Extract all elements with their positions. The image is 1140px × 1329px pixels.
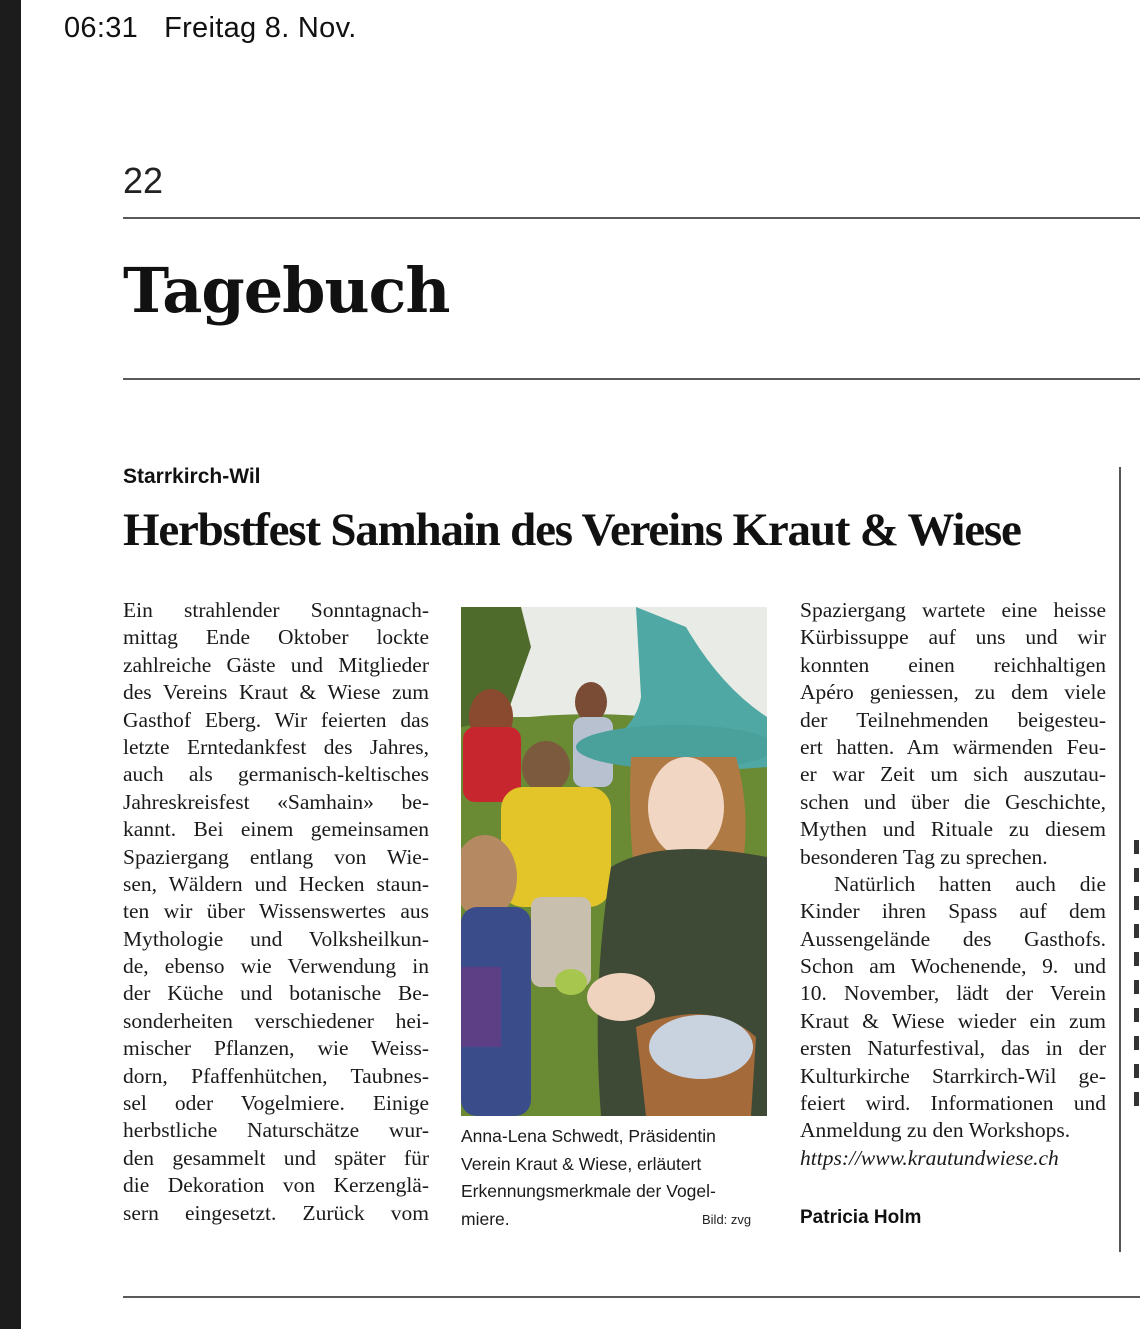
caption-line: Anna-Lena Schwedt, Präsidentin [461,1126,716,1146]
text-line: Spaziergang wartete eine heisse [800,598,1106,622]
text-line: des Vereins Kraut & Wiese zum [123,680,429,705]
text-line: feiert wird. Informationen und [800,1091,1106,1116]
page-number: 22 [123,160,164,201]
text-line: ersten Naturfestival, das in der [800,1036,1106,1061]
text-line: Kulturkirche Starrkirch-Wil ge- [800,1063,1106,1088]
text-line: auch als germanisch-keltisches [123,762,429,787]
text-line: Kraut & Wiese wieder ein zum [800,1008,1106,1033]
section-title: Tagebuch [123,254,450,327]
text-line: ert hatten. Am wärmenden Feu- [800,734,1106,759]
status-time: 06:31 [64,12,139,44]
bottom-divider [123,1296,1140,1298]
text-line: die Dekoration von Kerzenglä- [123,1173,429,1198]
left-window-edge [0,0,21,1329]
text-line: Apéro geniessen, zu dem viele [800,680,1106,705]
article-column-3 [800,597,1106,1172]
text-line: besonderen Tag zu sprechen. [800,844,1048,869]
text-line: letzte Erntedankfest des Jahres, [123,734,429,759]
text-line: sonderheiten verschiedener hei- [123,1008,429,1033]
text-line: zahlreiche Gäste und Mitglieder [123,652,429,677]
top-divider [123,217,1140,219]
section-divider [123,378,1140,380]
text-line: den gesammelt und später für [123,1145,429,1170]
text-line: Aussengelände des Gasthofs. [800,926,1106,951]
text-line: konnten einen reichhaltigen [800,652,1106,677]
caption-line: miere. [461,1208,510,1229]
article-headline: Herbstfest Samhain des Vereins Kraut & Wiese [123,504,1021,556]
article-kicker: Starrkirch-Wil [123,465,261,488]
text-line: Jahreskreisfest «Samhain» be- [123,789,429,814]
caption-line: Erkennungsmerkmale der Vogel- [461,1181,716,1202]
text-line: schen und über die Geschichte, [800,789,1106,814]
article-column-1 [123,597,429,1227]
text-line: Kinder ihren Spass auf dem [800,899,1106,924]
article-author: Patricia Holm [800,1207,922,1228]
text-line: 10. November, lädt der Verein [800,981,1106,1006]
text-line: Gasthof Eberg. Wir feierten das [123,707,429,732]
text-line: der Küche und botanische Be- [123,981,429,1006]
adjacent-article-edge [1134,840,1140,1120]
text-line: sel oder Vogelmiere. Einige [123,1091,429,1116]
text-line: Mythologie und Volksheilkun- [123,926,429,951]
article-photo [461,607,767,1116]
text-line: ten wir über Wissenswertes aus [123,899,429,924]
text-line: Ein strahlender Sonntagnach- [123,598,429,622]
text-line: dorn, Pfaffenhütchen, Taubnes- [123,1063,429,1088]
status-date: Freitag 8. Nov. [164,12,357,44]
text-line: Natürlich hatten auch die [834,871,1106,896]
text-line: de, ebenso wie Verwendung in [123,954,429,979]
caption-line: Verein Kraut & Wiese, erläutert [461,1153,702,1174]
text-line: sen, Wäldern und Hecken staun- [123,871,429,896]
text-line: mittag Ende Oktober lockte [123,625,429,650]
text-line: er war Zeit um sich auszutau- [800,762,1106,787]
text-line: Kürbissuppe auf uns und wir [800,625,1106,650]
text-line: kannt. Bei einem gemeinsamen [123,817,429,842]
text-line: mischer Pflanzen, wie Weiss- [123,1036,429,1061]
article-url[interactable]: https://www.krautundwiese.ch [800,1145,1059,1170]
text-line: Anmeldung zu den Workshops. [800,1118,1071,1143]
photo-illustration [461,607,767,1116]
text-line: der Teilnehmenden beigesteu- [800,707,1106,732]
text-line: Schon am Wochenende, 9. und [800,954,1106,979]
column-divider-line [1119,467,1121,1252]
text-line: sern eingesetzt. Zurück vom [123,1200,429,1225]
text-line: Spaziergang entlang von Wie- [123,844,429,869]
text-line: Mythen und Rituale zu diesem [800,817,1106,842]
text-line: herbstliche Naturschätze wur- [123,1118,429,1143]
photo-credit: Bild: zvg [702,1212,752,1227]
status-bar [64,12,357,45]
